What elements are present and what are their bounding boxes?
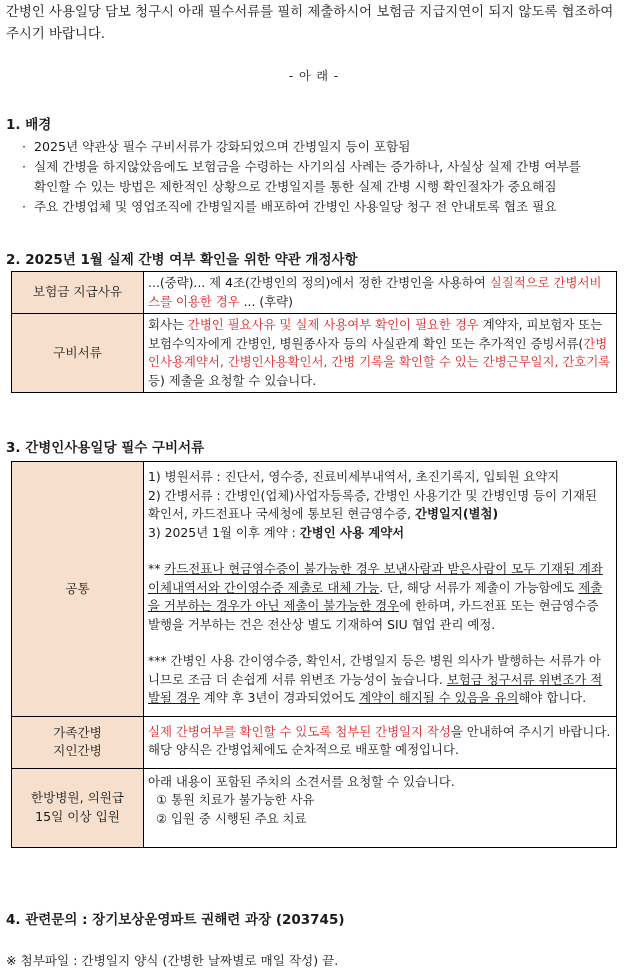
label-common: 공통 xyxy=(12,462,144,717)
section-3-title: 3. 간병인사용일당 필수 구비서류 xyxy=(6,440,205,456)
bullet-item: · 2025년 약관상 필수 구비서류가 강화되었으며 간병일지 등이 포함됨 xyxy=(22,139,411,154)
korean-hospital-text: 아래 내용이 포함된 주치의 소견서를 요청할 수 있습니다. ① 통원 치료가 불가능한 사유 ② 입원 중 시행된 주요 치료 xyxy=(144,768,617,847)
section-1-bullets xyxy=(22,137,622,217)
section-1-title: 1. 배경 xyxy=(6,117,52,133)
required-docs-table xyxy=(11,461,617,848)
payment-reason-text: ...(중략)... 제 4조(간병인의 정의)에서 정한 간병인을 사용하여 실질적으로 간병서비스를 이용한 경우 ... (후략) xyxy=(144,272,617,314)
label-required-docs: 구비서류 xyxy=(12,314,144,393)
label-korean-hospital: 한방병원, 의원급 15일 이상 입원 xyxy=(12,768,144,847)
label-family-care: 가족간병 지인간병 xyxy=(12,716,144,768)
bullet-item: · 실제 간병을 하지않았음에도 보험금을 수령하는 사기의심 사례는 증가하나, 사실상 실제 간병 여부를 xyxy=(22,159,581,174)
section-4-title: 4. 관련문의 : 장기보상운영파트 권해련 과장 (203745) xyxy=(6,912,345,928)
common-text: 1) 병원서류 : 진단서, 영수증, 진료비세부내역서, 초진기록지, 입퇴원 요약지 2) 간병서류 : 간병인(업체)사업자등록증, 간병인 사용기간 및 간병인명 등이 기재된 확인서, 카드전표나 국세청에 통보된 현금영수증, 간병일지(별첨) 3) 2025년 1월 이후 계약 : 간병인 사용 계약서 ** 카드전표나 현금영수증이 불가능한 경우 보낸사람과 받은사람이 모두 기재된 계좌이체내역서와 간이영수증 제출로 대체 가능. 단, 해당 서류가 제출이 가능함에도 제출을 거부하는 경우가 아닌 제출이 불가능한 경우에 한하며, 카드전표 또는 현금영수증 발행을 거부하는 건은 전산상 별도 기재하여 SIU 협업 관리 예정. *** 간병인 사용 간이영수증, 확인서, 간병일지 등은 병원 의사가 발행하는 서류가 아니므로 조금 더 손쉽게 서류 위변조 가능성이 높습니다. 보험금 청구서류 위변조가 적발될 경우 계약 후 3년이 경과되었어도 계약이 해지될 수 있음을 유의해야 합니다. xyxy=(144,462,617,717)
table-row xyxy=(12,272,617,314)
family-care-text: 실제 간병여부를 확인할 수 있도록 첨부된 간병일지 작성을 안내하여 주시기 바랍니다. 해당 양식은 간병업체에도 순차적으로 배포할 예정입니다. xyxy=(144,716,617,768)
attachment-note: ※ 첨부파일 : 간병일지 양식 (간병한 날짜별로 매일 작성) 끝. xyxy=(6,953,339,968)
table-row xyxy=(12,768,617,847)
arae-heading: - 아 래 - xyxy=(288,69,340,83)
table-row xyxy=(12,462,617,717)
required-docs-text: 회사는 간병인 필요사유 및 실제 사용여부 확인이 필요한 경우 계약자, 피보험자 또는 보험수익자에게 간병인, 병원종사자 등의 사실관계 확인 또는 추가적인 증빙서류(간병인사용계약서, 간병인사용확인서, 간병 기록을 확인할 수 있는 간병근무일지, 간호기록 등) 제출을 요청할 수 있습니다. xyxy=(144,314,617,393)
intro-text: 간병인 사용일당 담보 청구시 아래 필수서류를 필히 제출하시어 보험금 지급지연이 되지 않도록 협조하여 주시기 바랍니다. xyxy=(6,5,614,42)
table-row xyxy=(12,314,617,393)
section-2-title: 2. 2025년 1월 실제 간병 여부 확인을 위한 약관 개정사항 xyxy=(6,252,358,268)
table-row xyxy=(12,716,617,768)
bullet-item-continued: 확인할 수 있는 방법은 제한적인 상황으로 간병일지를 통한 실제 간병 시행 확인절차가 중요해짐 xyxy=(34,179,557,194)
amendment-table xyxy=(11,271,617,393)
label-payment-reason: 보험금 지급사유 xyxy=(12,272,144,314)
bullet-item: · 주요 간병업체 및 영업조직에 간병일지를 배포하여 간병인 사용일당 청구 전 안내토록 협조 필요 xyxy=(22,199,557,214)
